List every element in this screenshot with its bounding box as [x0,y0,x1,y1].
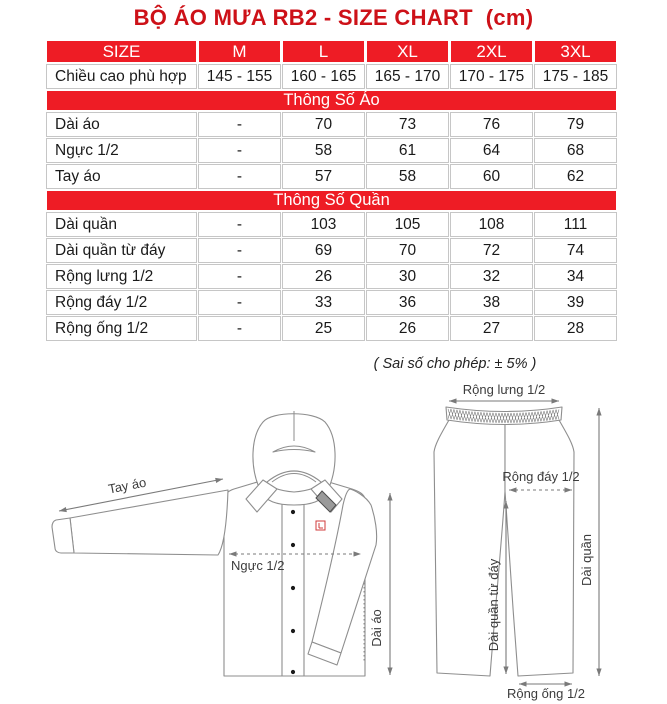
chest-width-label: Ngực 1/2 [231,558,285,573]
arrowhead [59,507,67,512]
row-label-cell: Chiều cao phù hợp [46,64,197,89]
value-cell: 32 [450,264,533,289]
jacket-left-sleeve [70,490,228,555]
row-label-cell: Tay áo [46,164,197,189]
pants-drawing [434,382,602,701]
row-label-cell: Rộng lưng 1/2 [46,264,197,289]
arrowhead [552,398,560,403]
value-cell: - [198,290,281,315]
value-cell: - [198,238,281,263]
value-cell: 61 [366,138,449,163]
arrowhead [596,669,601,677]
waist-width-label: Rộng lưng 1/2 [462,382,546,397]
row-label-cell: Dài quần từ đáy [46,238,197,263]
value-cell: 69 [282,238,365,263]
value-cell: 175 - 185 [534,64,617,89]
arrowhead [503,667,508,675]
header-cell-3xl: 3XL [534,40,617,63]
value-cell: 74 [534,238,617,263]
value-cell: 111 [534,212,617,237]
table-row [46,290,617,315]
value-cell: 39 [534,290,617,315]
jacket-left-cuff [52,518,74,553]
arrowhead [387,668,392,676]
table-row [46,64,617,89]
hem-width-label: Rộng ống 1/2 [506,686,586,701]
value-cell: 70 [282,112,365,137]
value-cell: 108 [450,212,533,237]
size-chart-table [45,39,618,342]
value-cell: 103 [282,212,365,237]
jacket-drawing [52,411,393,676]
pants-length-label: Dài quần [579,533,594,587]
value-cell: 36 [366,290,449,315]
value-cell: 33 [282,290,365,315]
value-cell: 62 [534,164,617,189]
value-cell: 145 - 155 [198,64,281,89]
row-label-cell: Rộng ống 1/2 [46,316,197,341]
header-cell-xl: XL [366,40,449,63]
value-cell: - [198,112,281,137]
tolerance-note: ( Sai số cho phép: ± 5% ) [373,356,537,372]
table-row [46,138,617,163]
value-cell: - [198,138,281,163]
arrowhead [215,478,223,483]
value-cell: 26 [366,316,449,341]
table-row [46,112,617,137]
value-cell: 27 [450,316,533,341]
value-cell: 170 - 175 [450,64,533,89]
section-header-jacket [46,90,617,111]
table-row [46,238,617,263]
value-cell: 58 [366,164,449,189]
row-label-cell: Ngực 1/2 [46,138,197,163]
garment-diagram [0,378,667,704]
value-cell: - [198,212,281,237]
header-cell-size: SIZE [46,40,197,63]
value-cell: 60 [450,164,533,189]
value-cell: 70 [366,238,449,263]
value-cell: 58 [282,138,365,163]
value-cell: 72 [450,238,533,263]
value-cell: 25 [282,316,365,341]
arrowhead [449,398,457,403]
value-cell: 160 - 165 [282,64,365,89]
inseam-length-label: Dài quần từ đáy [486,558,501,652]
pants-right-leg [505,420,574,676]
value-cell: - [198,316,281,341]
table-row [46,164,617,189]
value-cell: 79 [534,112,617,137]
value-cell: 57 [282,164,365,189]
row-label-cell: Rộng đáy 1/2 [46,290,197,315]
value-cell: 105 [366,212,449,237]
crotch-width-label: Rộng đáy 1/2 [502,469,580,484]
value-cell: 165 - 170 [366,64,449,89]
value-cell: 76 [450,112,533,137]
sleeve-length-label: Tay áo [106,474,148,497]
table-row [46,316,617,341]
value-cell: 73 [366,112,449,137]
value-cell: - [198,264,281,289]
section-header-pants [46,190,617,211]
table-row [46,212,617,237]
arrowhead [596,408,601,416]
page-title: BỘ ÁO MƯA RB2 - SIZE CHART (cm) [133,5,534,30]
value-cell: 26 [282,264,365,289]
value-cell: 64 [450,138,533,163]
header-row [46,40,617,63]
row-label-cell: Dài quần [46,212,197,237]
value-cell: 34 [534,264,617,289]
jacket-length-label: Dài áo [369,609,384,647]
value-cell: - [198,164,281,189]
header-cell-l: L [282,40,365,63]
arrowhead [387,493,392,501]
table-row [46,264,617,289]
header-cell-2xl: 2XL [450,40,533,63]
row-label-cell: Dài áo [46,112,197,137]
section-title: Thông Số Áo [46,90,617,111]
header-cell-m: M [198,40,281,63]
value-cell: 28 [534,316,617,341]
value-cell: 68 [534,138,617,163]
value-cell: 38 [450,290,533,315]
section-title: Thông Số Quần [46,190,617,211]
value-cell: 30 [366,264,449,289]
